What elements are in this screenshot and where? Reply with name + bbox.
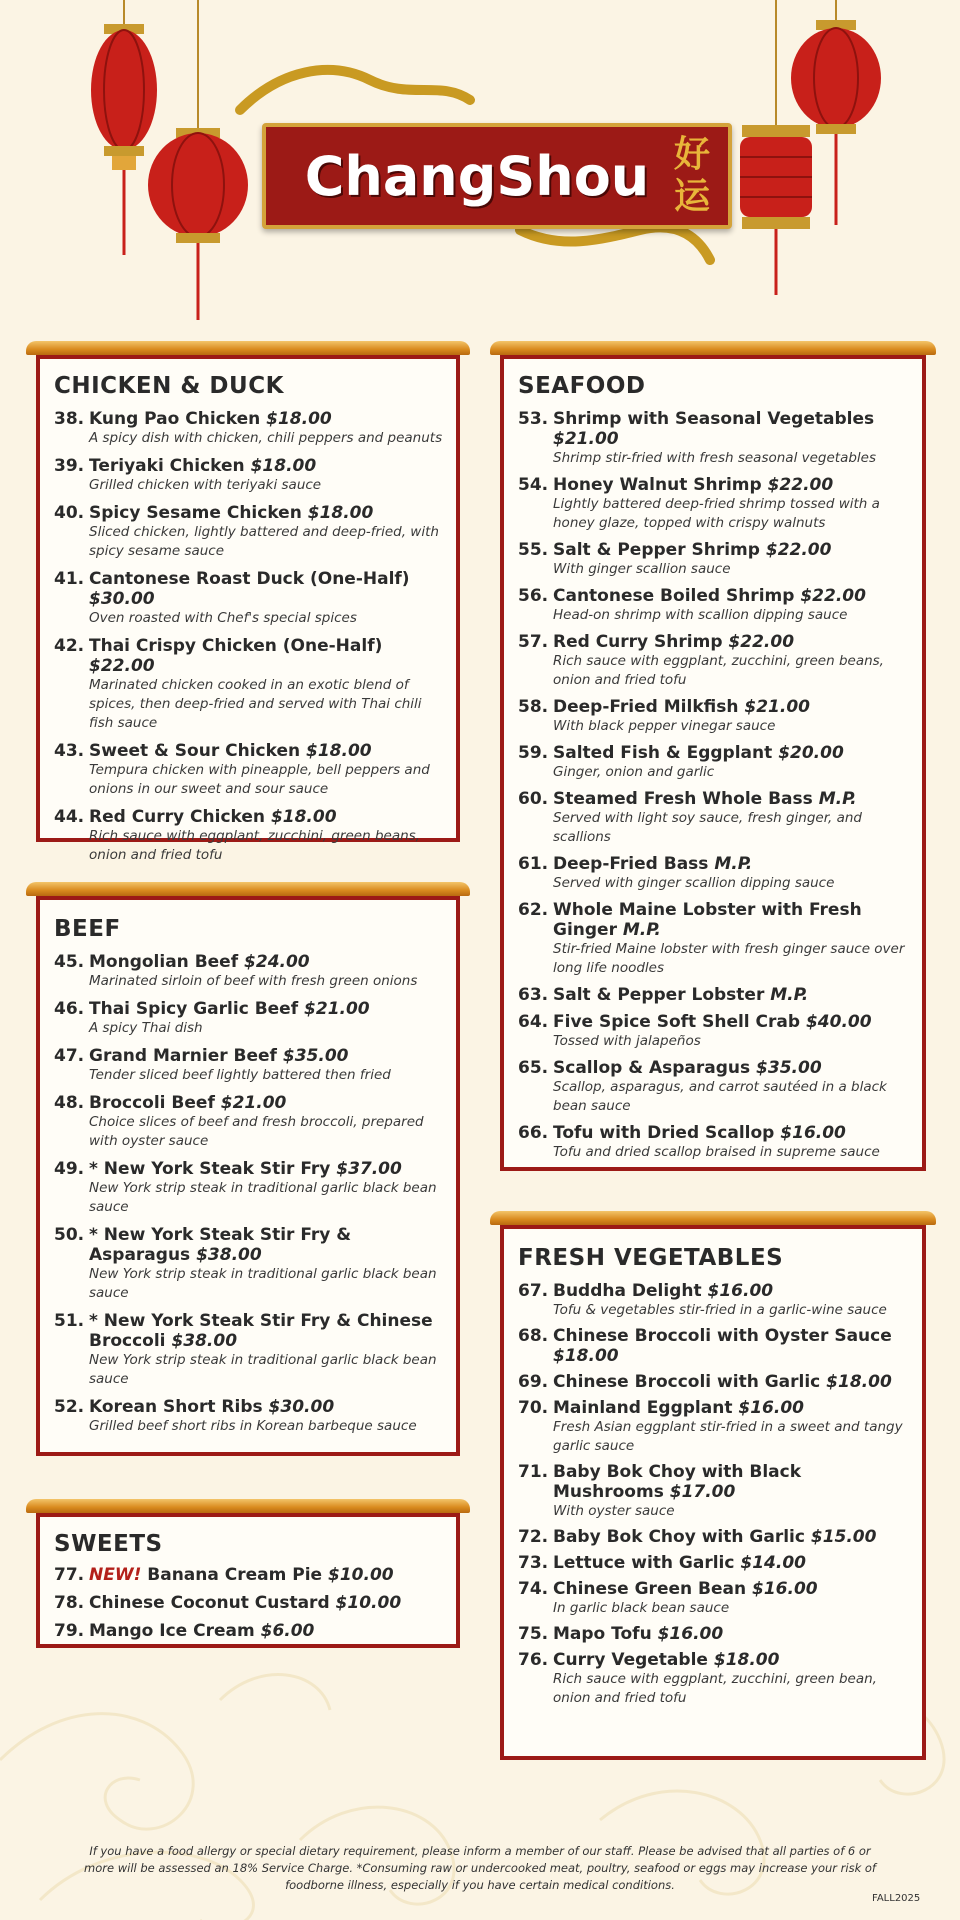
item-name: Salted Fish & Eggplant $20.00	[553, 743, 844, 763]
item-name: Kung Pao Chicken $18.00	[89, 409, 332, 429]
item-name: Chinese Broccoli with Garlic $18.00	[553, 1372, 892, 1392]
item-name: Sweet & Sour Chicken $18.00	[89, 741, 372, 761]
item-description: Grilled beef short ribs in Korean barbeque sauce	[89, 1418, 417, 1434]
item-description: New York strip steak in traditional garlic black bean sauce	[89, 1180, 437, 1215]
menu-item	[518, 1579, 912, 1618]
item-name: Spicy Sesame Chicken $18.00	[89, 503, 374, 523]
menu-item	[518, 1553, 912, 1573]
menu-item	[518, 1398, 912, 1456]
menu-item	[518, 1462, 912, 1521]
menu-item	[518, 586, 912, 625]
item-number: 44.	[54, 807, 85, 827]
item-number: 50.	[54, 1225, 85, 1245]
item-description: A spicy dish with chicken, chili peppers and peanuts	[89, 430, 443, 446]
item-number: 71.	[518, 1462, 549, 1482]
item-number: 49.	[54, 1159, 85, 1179]
item-name: Scallop & Asparagus $35.00	[553, 1058, 822, 1078]
footer-notice: If you have a food allergy or special dietary requirement, please inform a member of our staff. Please be advised that all parties of 6 or more will be assessed an 18% Service Charge. *Consuming raw or undercooked meat, poultry, seafood or eggs may increase your risk of foodborne illness, especially if you have certain medical conditions.	[84, 1844, 876, 1892]
brand-name: ChangShou	[304, 144, 650, 208]
item-number: 76.	[518, 1650, 549, 1670]
item-name: Red Curry Shrimp $22.00	[553, 632, 795, 652]
item-price: $22.00	[800, 586, 866, 606]
header	[0, 0, 960, 330]
item-name: Five Spice Soft Shell Crab $40.00	[553, 1012, 872, 1032]
item-name: Broccoli Beef $21.00	[89, 1093, 287, 1113]
menu-item	[54, 1621, 446, 1641]
beef-section	[36, 896, 460, 1456]
item-description: Scallop, asparagus, and carrot sautéed in a black bean sauce	[553, 1079, 887, 1114]
item-number: 53.	[518, 409, 549, 429]
item-description: Served with ginger scallion dipping sauce	[553, 875, 835, 891]
menu-item	[54, 503, 446, 561]
section-title: BEEF	[54, 916, 121, 942]
item-description: Marinated chicken cooked in an exotic blend of spices, then deep-fried and served with Thai chili fish sauce	[89, 677, 422, 731]
fresh-vegetables-section	[500, 1225, 926, 1760]
item-description: Tossed with jalapeños	[553, 1033, 701, 1049]
item-price: $21.00	[553, 429, 619, 449]
menu-item	[54, 741, 446, 799]
menu-item	[518, 1372, 912, 1392]
item-price: $30.00	[268, 1397, 335, 1417]
item-price: $38.00	[171, 1331, 238, 1351]
menu-item	[54, 636, 446, 733]
menu-item	[518, 632, 912, 690]
menu-item	[54, 1397, 446, 1436]
item-number: 40.	[54, 503, 85, 523]
item-price: $24.00	[244, 952, 310, 972]
item-description: New York strip steak in traditional garlic black bean sauce	[89, 1352, 437, 1387]
item-number: 73.	[518, 1553, 549, 1573]
menu-item	[54, 409, 446, 448]
item-price: $14.00	[740, 1553, 806, 1573]
item-number: 62.	[518, 900, 549, 920]
item-description: Rich sauce with eggplant, zucchini, green beans, onion and fried tofu	[89, 828, 420, 863]
item-name: Chinese Green Bean $16.00	[553, 1579, 818, 1599]
item-number: 78.	[54, 1593, 85, 1613]
item-number: 69.	[518, 1372, 549, 1392]
item-description: Lightly battered deep-fried shrimp tossed with a honey glaze, topped with crispy walnuts	[553, 496, 880, 531]
item-number: 55.	[518, 540, 549, 560]
menu-item	[54, 1225, 446, 1303]
item-description: Sliced chicken, lightly battered and deep-fried, with spicy sesame sauce	[89, 524, 439, 559]
panel-top-trim	[26, 882, 470, 896]
item-price: $10.00	[335, 1593, 402, 1613]
item-number: 75.	[518, 1624, 549, 1644]
seafood-section	[500, 355, 926, 1171]
item-name: Cantonese Roast Duck (One-Half) $30.00	[89, 569, 410, 609]
item-price: $18.00	[713, 1650, 780, 1670]
menu-item	[518, 1123, 912, 1162]
panel-top-trim	[26, 1499, 470, 1513]
item-name: Thai Spicy Garlic Beef $21.00	[89, 999, 370, 1019]
menu-item	[518, 697, 912, 736]
sweets-section	[36, 1513, 460, 1648]
item-number: 68.	[518, 1326, 549, 1346]
menu-item	[54, 999, 446, 1038]
menu-item	[54, 1593, 446, 1613]
item-name: * New York Steak Stir Fry $37.00	[89, 1159, 402, 1179]
item-name: Steamed Fresh Whole Bass M.P.	[553, 789, 857, 809]
item-price: $20.00	[778, 743, 844, 763]
item-number: 65.	[518, 1058, 549, 1078]
item-name: Salt & Pepper Shrimp $22.00	[553, 540, 832, 560]
item-price: $16.00	[752, 1579, 818, 1599]
panel-top-trim	[490, 1211, 936, 1225]
item-description: Choice slices of beef and fresh broccoli, prepared with oyster sauce	[89, 1114, 424, 1149]
item-description: Marinated sirloin of beef with fresh green onions	[89, 973, 418, 989]
item-name: Baby Bok Choy with Garlic $15.00	[553, 1527, 877, 1547]
menu-item	[518, 1326, 912, 1366]
item-price: $16.00	[738, 1398, 804, 1418]
item-price: $22.00	[89, 656, 155, 676]
item-number: 79.	[54, 1621, 85, 1641]
item-name: Lettuce with Garlic $14.00	[553, 1553, 806, 1573]
item-price: $17.00	[669, 1482, 736, 1502]
item-price: $18.00	[306, 741, 372, 761]
menu-item	[518, 985, 912, 1005]
item-description: With black pepper vinegar sauce	[553, 718, 776, 734]
item-number: 61.	[518, 854, 549, 874]
item-name: Cantonese Boiled Shrimp $22.00	[553, 586, 866, 606]
item-number: 47.	[54, 1046, 85, 1066]
item-number: 56.	[518, 586, 549, 606]
item-price: $16.00	[707, 1281, 774, 1301]
item-name: Whole Maine Lobster with Fresh Ginger M.P.	[553, 900, 862, 940]
item-price: $18.00	[307, 503, 374, 523]
item-number: 72.	[518, 1527, 549, 1547]
menu-item	[518, 1058, 912, 1116]
brand-chinese-characters: 好运	[673, 133, 710, 217]
item-number: 52.	[54, 1397, 85, 1417]
item-price: $35.00	[756, 1058, 822, 1078]
new-badge: NEW!	[89, 1565, 148, 1585]
item-price: $35.00	[282, 1046, 349, 1066]
menu-item	[54, 1046, 446, 1085]
menu-item	[518, 1527, 912, 1547]
season-label: FALL2025	[872, 1893, 921, 1904]
item-number: 58.	[518, 697, 549, 717]
item-name: Honey Walnut Shrimp $22.00	[553, 475, 834, 495]
item-number: 63.	[518, 985, 549, 1005]
menu-item	[518, 409, 912, 468]
item-description: Fresh Asian eggplant stir-fried in a sweet and tangy garlic sauce	[553, 1419, 903, 1454]
item-name: Thai Crispy Chicken (One-Half) $22.00	[89, 636, 383, 676]
item-number: 42.	[54, 636, 85, 656]
item-description: Served with light soy sauce, fresh ginger, and scallions	[553, 810, 863, 845]
item-number: 45.	[54, 952, 85, 972]
item-name: Teriyaki Chicken $18.00	[89, 456, 317, 476]
item-price: $16.00	[780, 1123, 846, 1143]
item-price: $22.00	[728, 632, 795, 652]
item-name: Mapo Tofu $16.00	[553, 1624, 724, 1644]
item-price: $22.00	[765, 540, 832, 560]
item-name: Mainland Eggplant $16.00	[553, 1398, 804, 1418]
item-number: 57.	[518, 632, 549, 652]
item-description: Stir-fried Maine lobster with fresh ginger sauce over long life noodles	[553, 941, 905, 976]
item-price: $10.00	[328, 1565, 394, 1585]
item-price: M.P.	[818, 789, 857, 809]
menu-item	[54, 807, 446, 865]
item-number: 59.	[518, 743, 549, 763]
item-price: M.P.	[622, 920, 661, 940]
item-price: $21.00	[220, 1093, 287, 1113]
item-description: Tofu and dried scallop braised in supreme sauce	[553, 1144, 880, 1160]
section-title: CHICKEN & DUCK	[54, 373, 284, 399]
item-description: Tender sliced beef lightly battered then fried	[89, 1067, 391, 1083]
item-description: Grilled chicken with teriyaki sauce	[89, 477, 322, 493]
item-price: M.P.	[770, 985, 809, 1005]
item-name: * New York Steak Stir Fry & Asparagus $38.00	[89, 1225, 352, 1265]
brand-logo	[262, 123, 732, 229]
section-title: FRESH VEGETABLES	[518, 1245, 784, 1271]
chicken-duck-section	[36, 355, 460, 863]
item-name: NEW! Banana Cream Pie $10.00	[89, 1565, 394, 1585]
item-number: 48.	[54, 1093, 85, 1113]
item-name: Chinese Coconut Custard $10.00	[89, 1593, 402, 1613]
item-description: Tofu & vegetables stir-fried in a garlic-wine sauce	[553, 1302, 887, 1318]
menu-item	[54, 952, 446, 991]
item-name: Grand Marnier Beef $35.00	[89, 1046, 349, 1066]
item-name: Red Curry Chicken $18.00	[89, 807, 337, 827]
section-title: SWEETS	[54, 1531, 163, 1557]
item-price: $30.00	[89, 589, 155, 609]
item-name: Mango Ice Cream $6.00	[89, 1621, 315, 1641]
item-price: $6.00	[260, 1621, 315, 1641]
panel-top-trim	[26, 341, 470, 355]
item-name: Deep-Fried Bass M.P.	[553, 854, 753, 874]
menu-item	[518, 1281, 912, 1320]
item-number: 38.	[54, 409, 85, 429]
item-description: Rich sauce with eggplant, zucchini, green bean, onion and fried tofu	[553, 1671, 877, 1706]
menu-item	[54, 456, 446, 495]
menu-item	[518, 1012, 912, 1051]
item-number: 43.	[54, 741, 85, 761]
item-name: Buddha Delight $16.00	[553, 1281, 774, 1301]
item-description: Ginger, onion and garlic	[553, 764, 715, 780]
item-price: $40.00	[805, 1012, 872, 1032]
menu-item	[518, 1650, 912, 1708]
item-price: $18.00	[270, 807, 337, 827]
item-price: $37.00	[336, 1159, 402, 1179]
item-price: $16.00	[657, 1624, 724, 1644]
item-number: 66.	[518, 1123, 549, 1143]
item-description: In garlic black bean sauce	[553, 1600, 730, 1616]
item-name: Mongolian Beef $24.00	[89, 952, 310, 972]
item-name: * New York Steak Stir Fry & Chinese Broccoli $38.00	[89, 1311, 433, 1351]
item-name: Baby Bok Choy with Black Mushrooms $17.00	[553, 1462, 802, 1502]
item-number: 54.	[518, 475, 549, 495]
item-name: Tofu with Dried Scallop $16.00	[553, 1123, 846, 1143]
item-description: With oyster sauce	[553, 1503, 675, 1519]
item-price: $22.00	[767, 475, 834, 495]
item-description: With ginger scallion sauce	[553, 561, 731, 577]
item-number: 74.	[518, 1579, 549, 1599]
item-description: A spicy Thai dish	[89, 1020, 203, 1036]
item-price: $38.00	[196, 1245, 262, 1265]
item-price: $18.00	[266, 409, 332, 429]
item-price: $18.00	[250, 456, 317, 476]
menu-item	[54, 1093, 446, 1151]
item-number: 64.	[518, 1012, 549, 1032]
item-number: 70.	[518, 1398, 549, 1418]
item-description: Oven roasted with Chef's special spices	[89, 610, 357, 626]
item-description: Shrimp stir-fried with fresh seasonal vegetables	[553, 450, 877, 466]
item-price: $18.00	[826, 1372, 892, 1392]
item-number: 46.	[54, 999, 85, 1019]
menu-item	[54, 569, 446, 628]
item-name: Shrimp with Seasonal Vegetables $21.00	[553, 409, 875, 449]
item-number: 67.	[518, 1281, 549, 1301]
item-name: Chinese Broccoli with Oyster Sauce $18.00	[553, 1326, 892, 1366]
item-name: Salt & Pepper Lobster M.P.	[553, 985, 809, 1005]
panel-top-trim	[490, 341, 936, 355]
section-title: SEAFOOD	[518, 373, 646, 399]
menu-item	[54, 1159, 446, 1217]
item-name: Deep-Fried Milkfish $21.00	[553, 697, 810, 717]
menu-item	[518, 854, 912, 893]
item-number: 60.	[518, 789, 549, 809]
menu-item	[518, 900, 912, 978]
menu-item	[518, 789, 912, 847]
item-price: $15.00	[810, 1527, 877, 1547]
item-number: 39.	[54, 456, 85, 476]
item-name: Korean Short Ribs $30.00	[89, 1397, 335, 1417]
item-price: $18.00	[553, 1346, 619, 1366]
item-price: $21.00	[304, 999, 370, 1019]
item-description: New York strip steak in traditional garlic black bean sauce	[89, 1266, 437, 1301]
item-name: Curry Vegetable $18.00	[553, 1650, 780, 1670]
menu-item	[54, 1565, 446, 1585]
menu-item	[518, 1624, 912, 1644]
item-price: M.P.	[714, 854, 753, 874]
menu-item	[518, 540, 912, 579]
item-number: 41.	[54, 569, 85, 589]
menu-item	[518, 475, 912, 533]
item-description: Rich sauce with eggplant, zucchini, green beans, onion and fried tofu	[553, 653, 884, 688]
item-number: 51.	[54, 1311, 85, 1331]
menu-item	[54, 1311, 446, 1389]
item-number: 77.	[54, 1565, 85, 1585]
item-description: Head-on shrimp with scallion dipping sauce	[553, 607, 848, 623]
item-price: $21.00	[744, 697, 810, 717]
item-description: Tempura chicken with pineapple, bell peppers and onions in our sweet and sour sauce	[89, 762, 430, 797]
menu-item	[518, 743, 912, 782]
